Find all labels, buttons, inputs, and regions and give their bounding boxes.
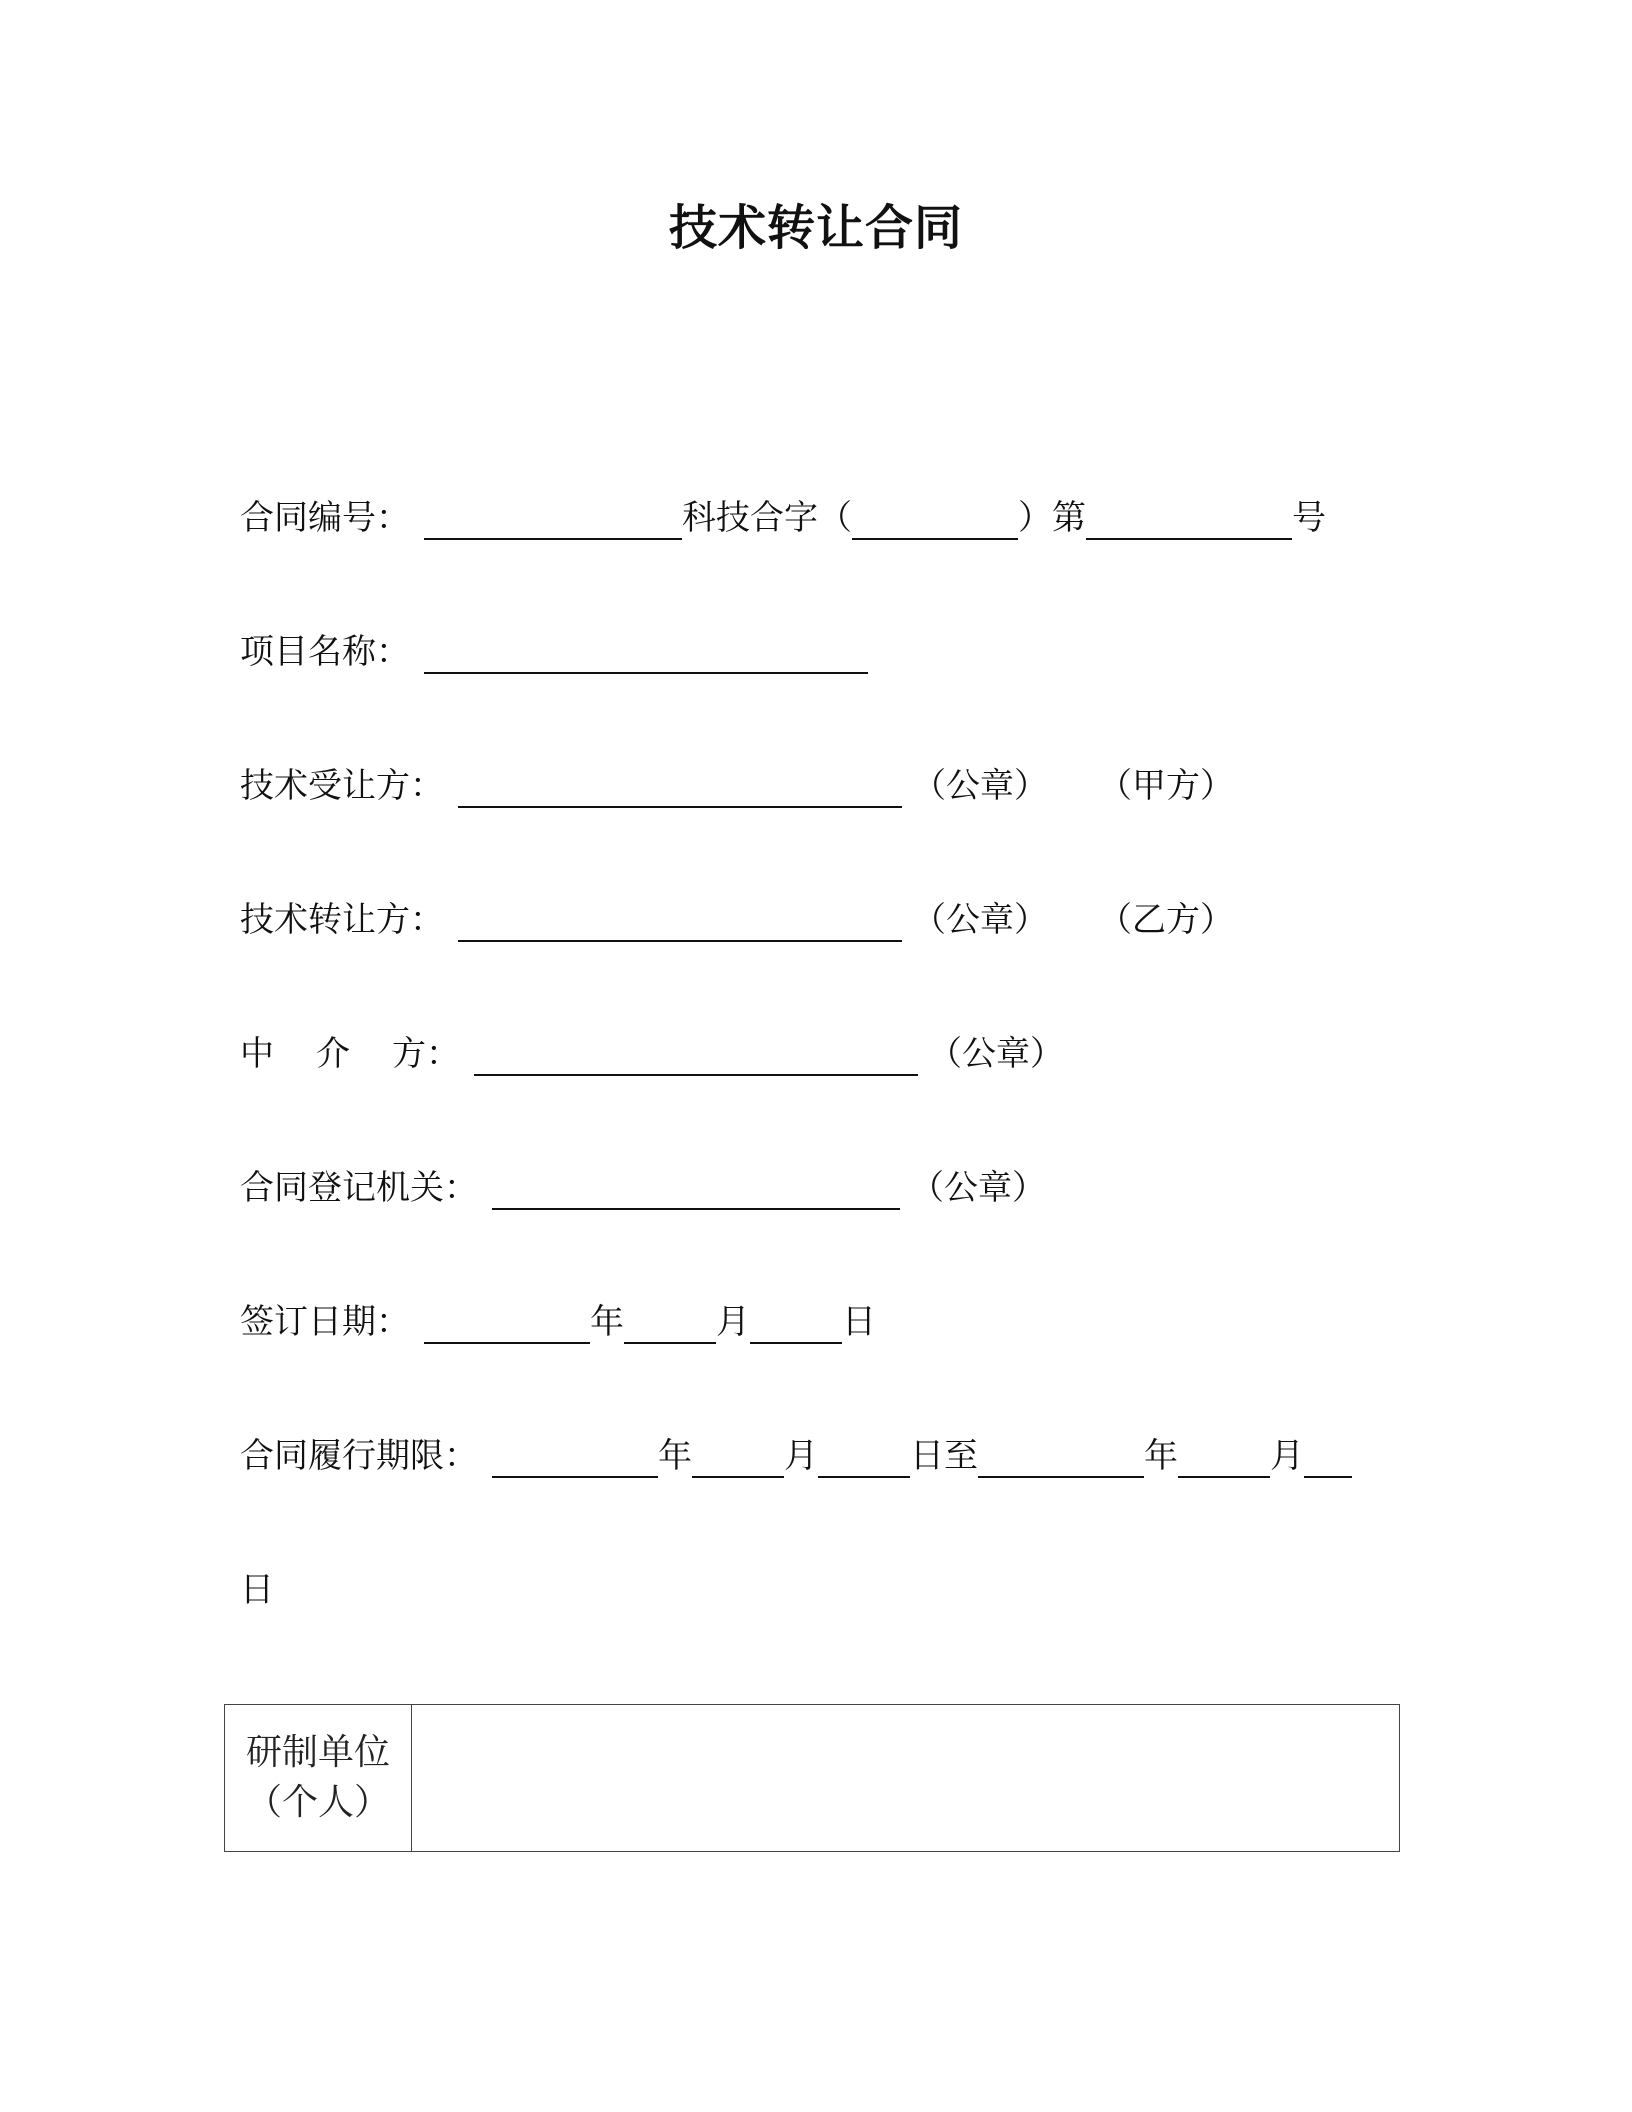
project-name-blank[interactable] [424, 632, 868, 674]
registration-authority-label: 合同登记机关： [240, 1168, 478, 1208]
signing-day-label: 日 [842, 1302, 876, 1342]
term-start-day-to-label: 日至 [910, 1436, 978, 1476]
signing-year-label: 年 [590, 1302, 624, 1342]
term-row-continued [240, 1562, 274, 1618]
intermediary-label-char3: 方： [392, 1034, 460, 1074]
term-end-year-blank[interactable] [978, 1436, 1144, 1478]
signing-month-blank[interactable] [624, 1302, 716, 1344]
term-end-day-label: 日 [240, 1570, 274, 1610]
transferor-row [240, 892, 1234, 948]
registration-authority-row [240, 1160, 1046, 1216]
signing-year-blank[interactable] [424, 1302, 590, 1344]
term-end-year-label: 年 [1144, 1436, 1178, 1476]
transferee-row [240, 758, 1234, 814]
contract-number-row [240, 490, 1326, 546]
term-end-day-blank[interactable] [1304, 1436, 1352, 1478]
developer-table [224, 1704, 1400, 1852]
term-start-day-blank[interactable] [818, 1436, 910, 1478]
signing-month-label: 月 [716, 1302, 750, 1342]
term-row [240, 1428, 1352, 1484]
term-start-year-label: 年 [658, 1436, 692, 1476]
registration-authority-blank[interactable] [492, 1168, 900, 1210]
developer-header-line1: 研制单位 [245, 1732, 390, 1773]
contract-number-year-blank[interactable] [852, 498, 1018, 540]
term-start-year-blank[interactable] [492, 1436, 658, 1478]
contract-number-label: 合同编号： [240, 498, 410, 538]
transferee-party: （甲方） [1098, 766, 1234, 806]
transferee-blank[interactable] [458, 766, 902, 808]
table-row [225, 1705, 1400, 1852]
term-label: 合同履行期限： [240, 1436, 478, 1476]
contract-number-end: 号 [1292, 498, 1326, 538]
contract-number-prefix-blank[interactable] [424, 498, 682, 540]
developer-value-cell[interactable] [412, 1705, 1400, 1852]
intermediary-row [240, 1026, 1064, 1082]
intermediary-seal: （公章） [928, 1034, 1064, 1074]
transferee-label: 技术受让方： [240, 766, 444, 806]
transferor-label: 技术转让方： [240, 900, 444, 940]
document-title: 技术转让合同 [668, 200, 963, 256]
term-start-month-blank[interactable] [692, 1436, 784, 1478]
transferee-seal: （公章） [912, 766, 1048, 806]
transferor-party: （乙方） [1098, 900, 1234, 940]
contract-number-serial-blank[interactable] [1086, 498, 1292, 540]
developer-header-line2: （个人） [245, 1782, 390, 1823]
term-end-month-blank[interactable] [1178, 1436, 1270, 1478]
contract-number-mid2: ）第 [1018, 498, 1086, 538]
signing-date-row [240, 1294, 876, 1350]
registration-authority-seal: （公章） [910, 1168, 1046, 1208]
developer-header-cell [225, 1705, 412, 1852]
project-name-label: 项目名称： [240, 632, 410, 672]
intermediary-blank[interactable] [474, 1034, 918, 1076]
project-name-row [240, 624, 868, 680]
transferor-seal: （公章） [912, 900, 1048, 940]
signing-date-label: 签订日期： [240, 1302, 410, 1342]
term-start-month-label: 月 [784, 1436, 818, 1476]
contract-number-mid1: 科技合字（ [682, 498, 852, 538]
term-end-month-label: 月 [1270, 1436, 1304, 1476]
transferor-blank[interactable] [458, 900, 902, 942]
signing-day-blank[interactable] [750, 1302, 842, 1344]
intermediary-label-char1: 中 [240, 1034, 274, 1074]
intermediary-label-char2: 介 [316, 1034, 350, 1074]
